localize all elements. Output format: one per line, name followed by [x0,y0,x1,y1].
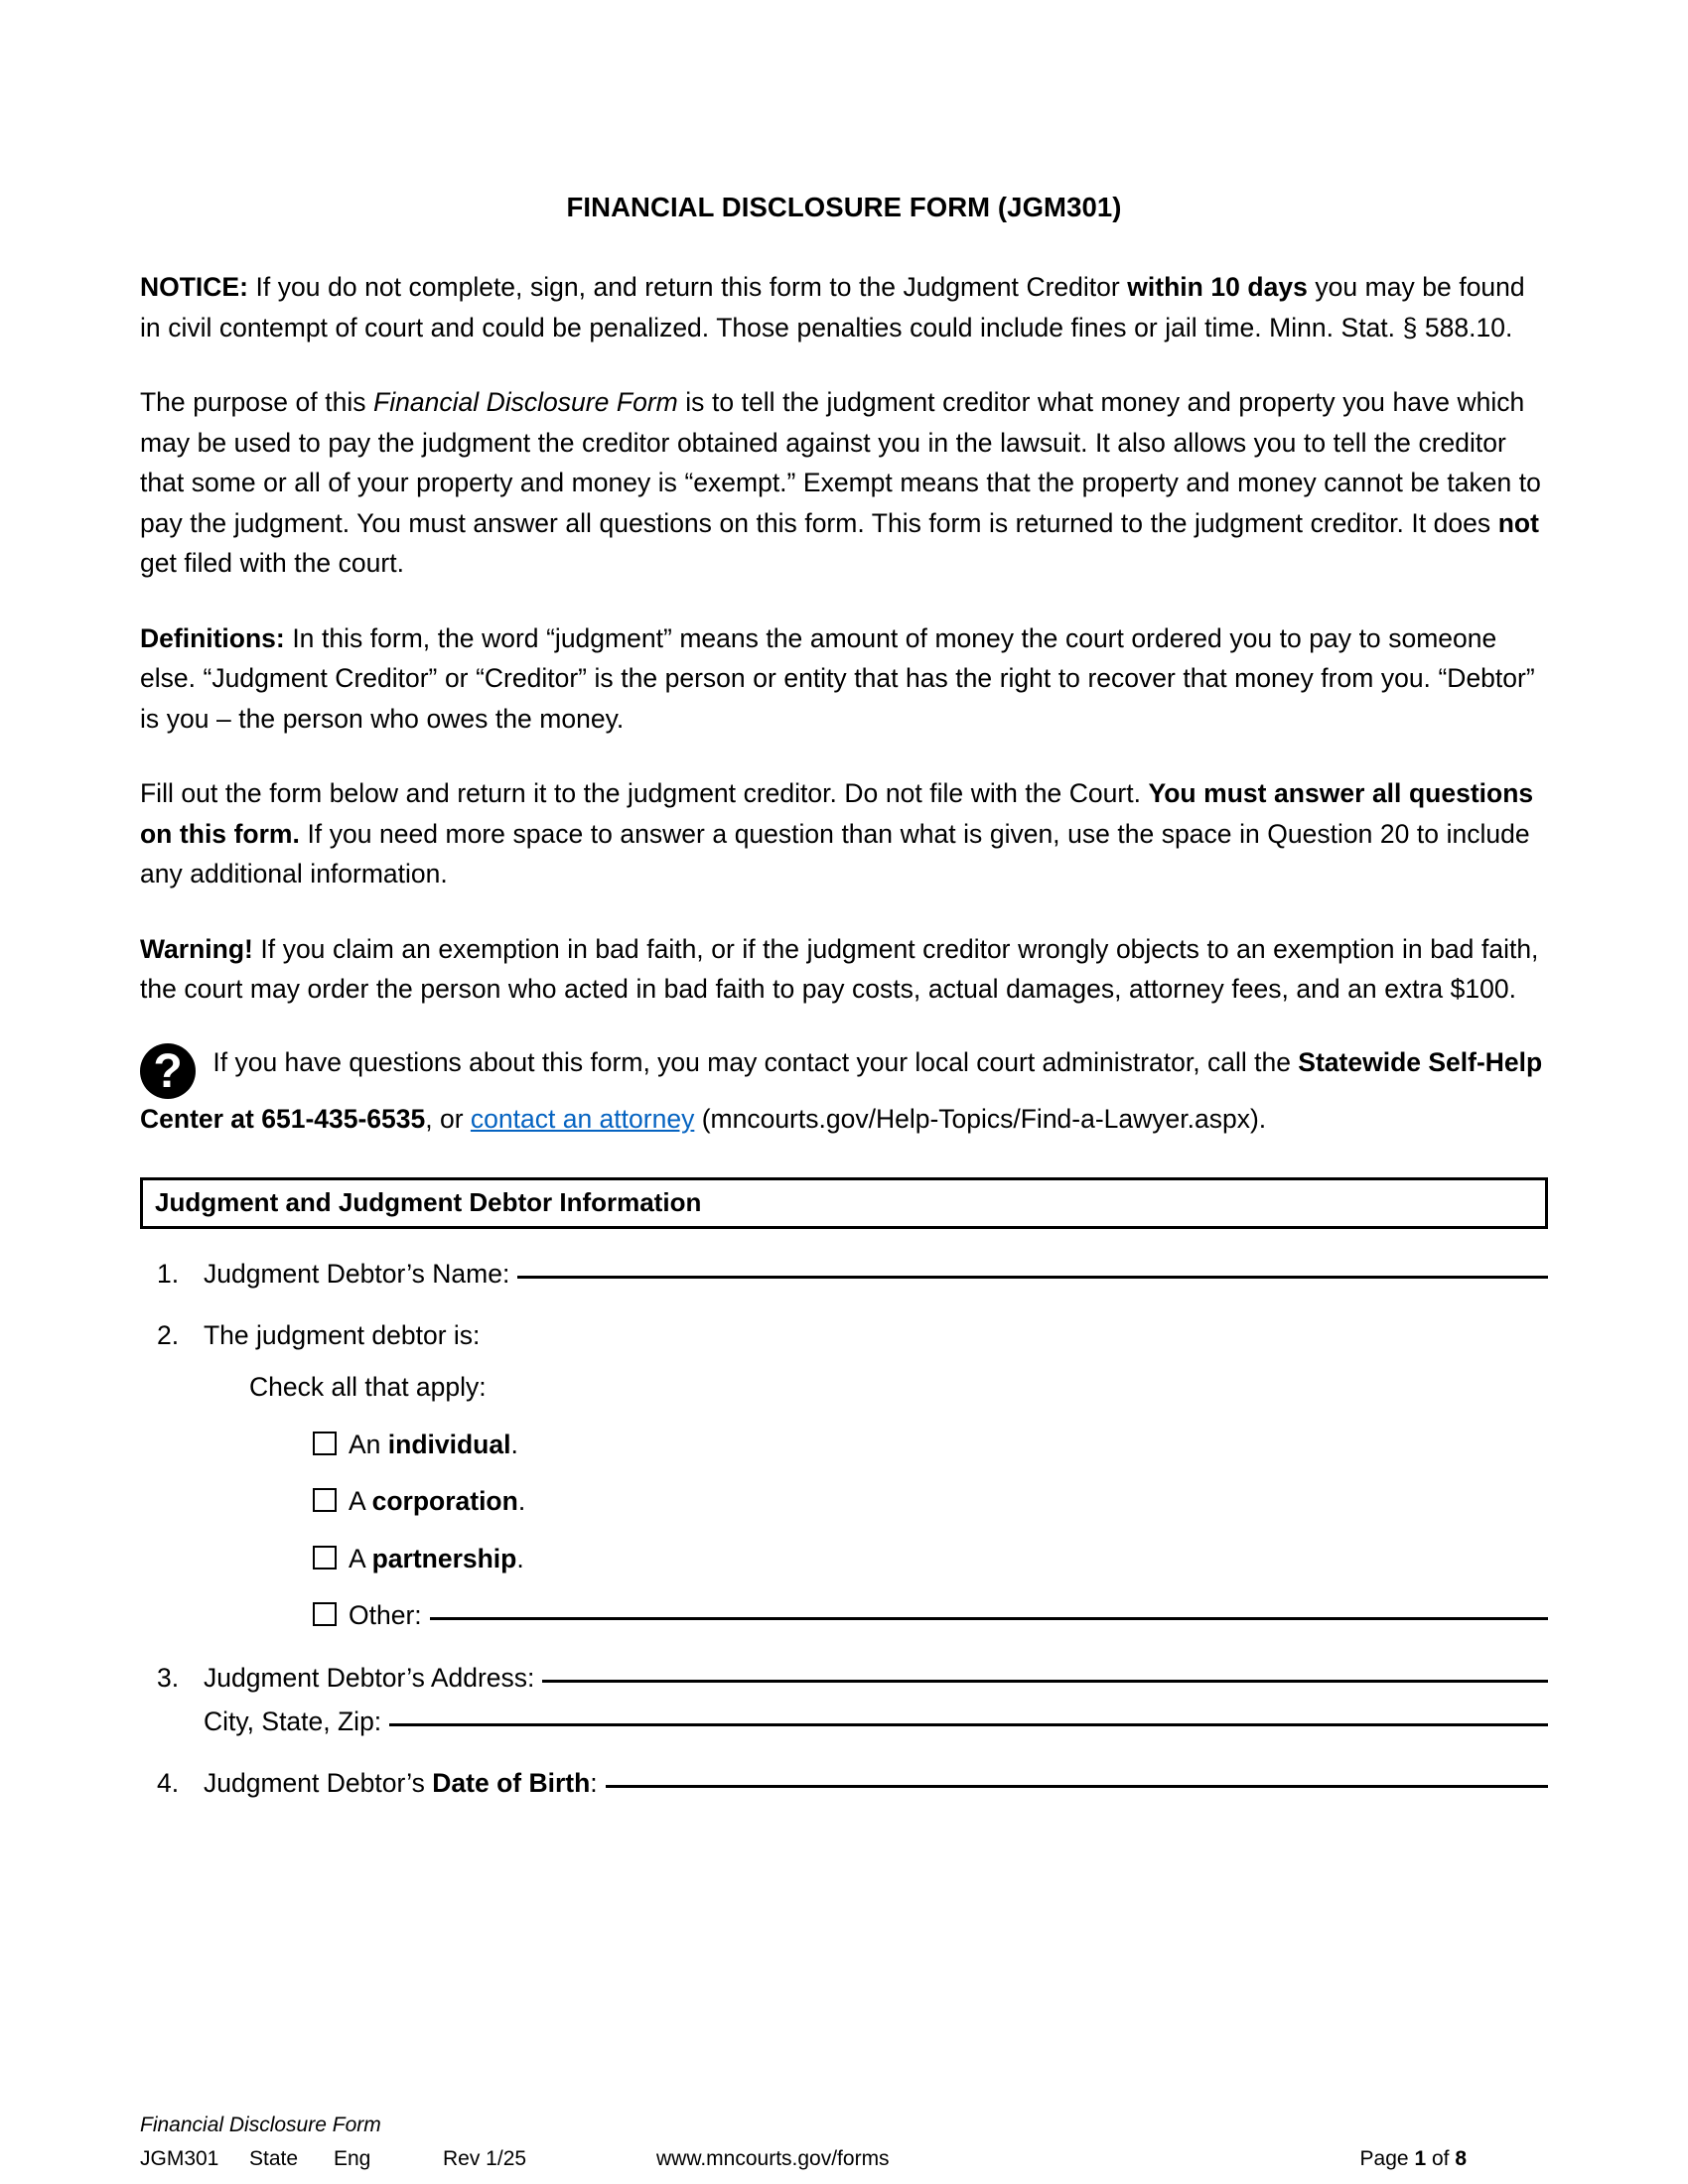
warning-paragraph [140,894,1548,1010]
question-3-city-label: City, State, Zip: [204,1706,382,1736]
footer-meta-row [140,2144,1548,2174]
fillout-paragraph [140,739,1548,894]
footer-page-number: 1 [1414,2147,1427,2171]
checkbox-individual[interactable] [313,1432,337,1455]
question-1-label: Judgment Debtor’s Name: [204,1258,510,1289]
notice-text-2: you may be found in civil contempt of court and could be penalized. Those penalties could include fines or jail time. Minn. Stat. § 588.10. [140,272,1525,342]
checkbox-partnership[interactable] [313,1546,337,1570]
checkbox-partnership-prefix: A [349,1543,372,1573]
document-content [140,0,1548,1801]
purpose-text-3: get filed with the court. [140,548,404,579]
footer-scope: State [249,2147,299,2171]
checkbox-other-label: Other: [349,1600,422,1631]
notice-bold-1: within 10 days [1127,272,1308,302]
footer-url: www.mncourts.gov/forms [656,2147,890,2171]
checkbox-row-corporation[interactable] [140,1461,1548,1518]
definitions-paragraph [140,584,1548,740]
footer-page-indicator [1360,2144,1548,2174]
checkbox-row-individual[interactable] [140,1405,1548,1461]
fillout-text-2: If you need more space to answer a question than what is given, use the space in Question 20 to include any additional information. [140,818,1530,889]
purpose-text-1: The purpose of this [140,387,374,418]
page-title: FINANCIAL DISCLOSURE FORM (JGM301) [566,192,1122,222]
purpose-italic-1: Financial Disclosure Form [373,387,678,418]
footer-page-prefix: Page [1359,2147,1415,2171]
purpose-paragraph [140,347,1548,584]
notice-text-1: If you do not complete, sign, and return this form to the Judgment Creditor [247,272,1128,302]
footer-form-code: JGM301 [140,2147,219,2171]
warning-label: Warning! [140,933,253,964]
question-3-number: 3. [157,1662,180,1693]
question-1-input-line[interactable] [517,1276,1548,1279]
question-1-number: 1. [157,1258,180,1289]
purpose-text-2: is to tell the judgment creditor what money and property you have which may be used to pay the judgment the creditor obtained against you in the lawsuit. It also allows you to tell the creditor that some or all of your property and money is “exempt.” Exempt means that the property and money cannot be taken to pay the judgment. You must answer all questions on this form. This form is returned to the judgment creditor. It does [140,387,1541,538]
checkbox-row-other[interactable] [140,1575,1548,1632]
footer-page-total: 8 [1455,2147,1467,2171]
section-header-label: Judgment and Judgment Debtor Information [155,1187,702,1217]
questions-list [140,1229,1548,1801]
question-2-row [140,1291,1548,1352]
notice-label: NOTICE: [140,272,248,302]
checkbox-individual-prefix: An [349,1429,388,1459]
question-3-label: Judgment Debtor’s Address: [204,1662,535,1693]
footer-form-title: Financial Disclosure Form [140,2114,381,2136]
checkbox-other-input-line[interactable] [430,1617,1548,1620]
question-2-number: 2. [157,1319,180,1350]
question-mark-icon: ? [140,1043,196,1099]
question-4-label-suffix: : [590,1768,598,1799]
checkbox-individual-bold: individual [387,1429,511,1459]
footer-revision: Rev 1/25 [443,2147,527,2171]
fillout-text-1: Fill out the form below and return it to the judgment creditor. Do not file with the Court. [140,778,1149,809]
question-1-row [140,1229,1548,1291]
help-text-1: If you have questions about this form, you may contact your local court administrator, call the [206,1046,1299,1077]
question-4-row [140,1738,1548,1800]
checkbox-partnership-suffix: . [516,1543,524,1573]
checkbox-individual-suffix: . [510,1429,518,1459]
question-3-row [140,1633,1548,1695]
checkbox-corporation-suffix: . [517,1486,526,1517]
question-2-instruction: Check all that apply: [249,1372,487,1403]
help-callout [140,1010,1548,1140]
checkbox-row-partnership[interactable] [140,1519,1548,1575]
help-bold-1: Statewide Self-Help Center at 651-435-6535 [140,1046,1543,1134]
checkbox-other[interactable] [313,1602,337,1626]
help-text-2: , or [425,1103,471,1134]
checkbox-corporation[interactable] [313,1488,337,1512]
warning-text-1: If you claim an exemption in bad faith, or if the judgment creditor wrongly objects to an exemption in bad faith, the court may order the person who acted in bad faith to pay costs, actual damages, attorney fees, and an extra $100. [140,933,1539,1005]
question-3-city-row [140,1695,1548,1738]
question-4-label-bold: Date of Birth [432,1768,591,1799]
checkbox-corporation-bold: corporation [371,1486,518,1517]
footer-page-middle: of [1426,2147,1456,2171]
page-footer [140,2111,1548,2175]
fillout-bold-1: You must answer all questions on this form. [140,778,1534,849]
checkbox-partnership-bold: partnership [371,1543,517,1573]
purpose-bold-1: not [1497,507,1539,538]
question-3-input-line[interactable] [542,1680,1548,1683]
question-2-label: The judgment debtor is: [204,1319,481,1350]
footer-language: Eng [334,2147,371,2171]
notice-paragraph [140,223,1548,347]
definitions-text-1: In this form, the word “judgment” means the amount of money the court ordered you to pay to someone else. “Judgment Creditor” or “Creditor” is the person or entity that has the right to recover that money from you. “Debtor” is you – the person who owes the money. [140,622,1535,734]
question-3-city-input-line[interactable] [389,1723,1548,1726]
question-4-label-prefix: Judgment Debtor’s [204,1768,433,1799]
section-header-box [140,1177,1548,1229]
contact-an-attorney-link[interactable]: contact an attorney [470,1103,695,1134]
help-text-3: (mncourts.gov/Help-Topics/Find-a-Lawyer.aspx). [694,1103,1267,1134]
question-4-number: 4. [157,1768,180,1799]
checkbox-corporation-prefix: A [349,1486,372,1517]
definitions-label: Definitions: [140,622,285,653]
question-4-input-line[interactable] [606,1785,1548,1788]
